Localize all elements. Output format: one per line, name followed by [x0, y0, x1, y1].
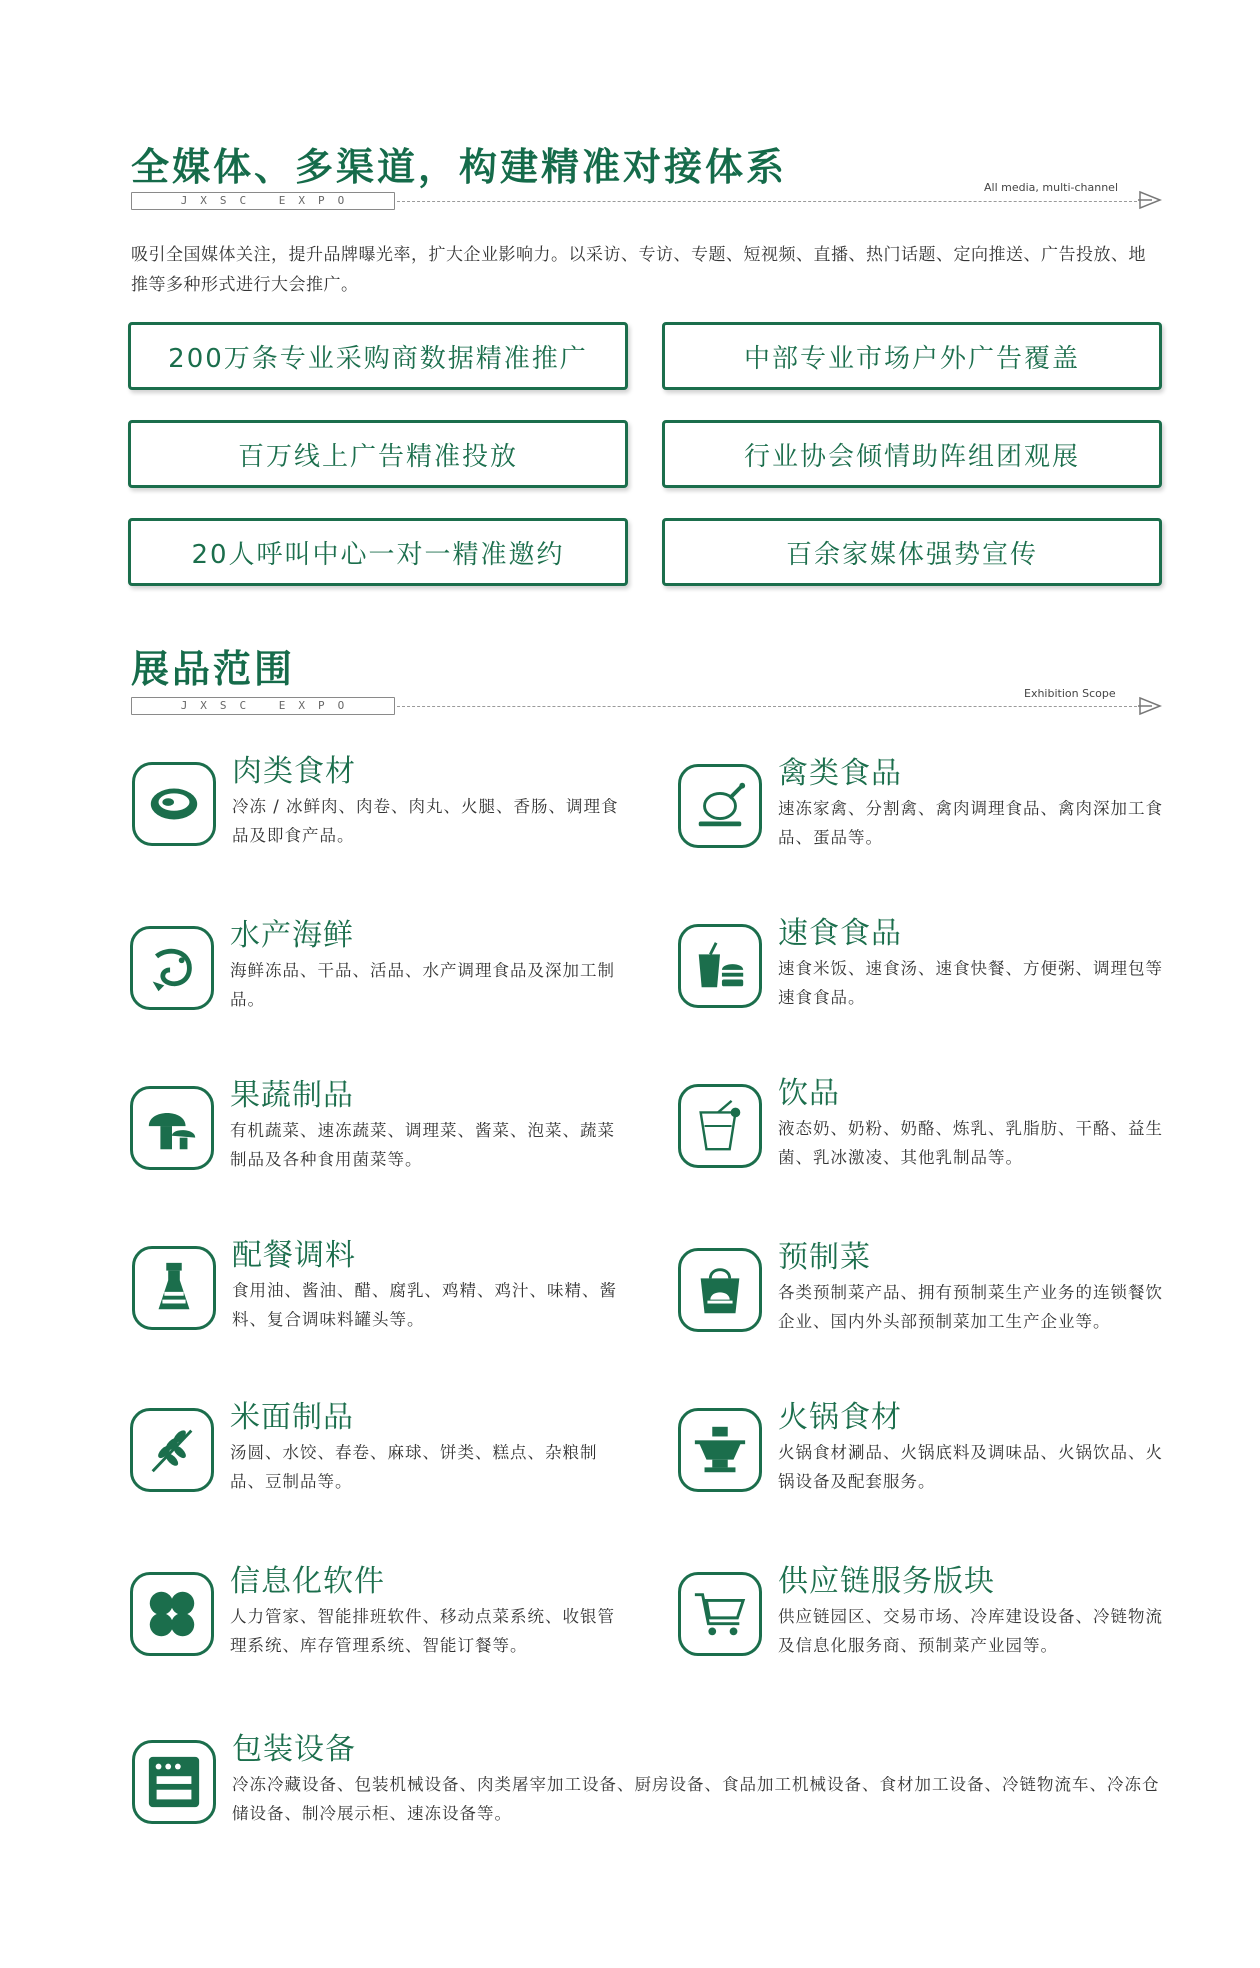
section1-title: 全媒体、多渠道，构建精准对接体系 [131, 145, 788, 189]
scope-item-desc: 各类预制菜产品、拥有预制菜生产业务的连锁餐饮企业、国内外头部预制菜加工生产企业等。 [778, 1283, 1163, 1331]
promo-box-6: 百余家媒体强势宣传 [662, 518, 1162, 586]
cart-icon [678, 1572, 762, 1656]
arrow-right-icon [1138, 696, 1162, 716]
promo-box-1: 200万条专业采购商数据精准推广 [128, 322, 628, 390]
section1-dashed-line [397, 201, 1137, 202]
scope-item-title: 包装设备 [232, 1732, 356, 1767]
drink-icon [678, 1084, 762, 1168]
scope-item-desc: 供应链园区、交易市场、冷库建设设备、冷链物流及信息化服务商、预制菜产业园等。 [778, 1607, 1163, 1655]
scope-item-title: 饮品 [778, 1076, 840, 1111]
scope-item-title: 供应链服务版块 [778, 1564, 995, 1599]
scope-item-title: 速食食品 [778, 916, 902, 951]
shrimp-icon [130, 926, 214, 1010]
prepared-dish-bag-icon [678, 1248, 762, 1332]
scope-item-title: 预制菜 [778, 1240, 871, 1275]
oven-icon [132, 1740, 216, 1824]
promo-box-2: 中部专业市场户外广告覆盖 [662, 322, 1162, 390]
scope-item-desc: 冷冻 / 冰鲜肉、肉卷、肉丸、火腿、香肠、调理食品及即食产品。 [232, 797, 619, 845]
scope-item-title: 水产海鲜 [230, 918, 354, 953]
promo-box-5: 20人呼叫中心一对一精准邀约 [128, 518, 628, 586]
scope-item-desc: 液态奶、奶粉、奶酪、炼乳、乳脂肪、干酪、益生菌、乳冰激凌、其他乳制品等。 [778, 1119, 1163, 1167]
scope-item-title: 肉类食材 [232, 754, 356, 789]
scope-item-desc: 海鲜冻品、干品、活品、水产调理食品及深加工制品。 [230, 961, 615, 1009]
scope-item-desc: 汤圆、水饺、春卷、麻球、饼类、糕点、杂粮制品、豆制品等。 [230, 1443, 598, 1491]
scope-item-desc: 速冻家禽、分割禽、禽肉调理食品、禽肉深加工食品、蛋品等。 [778, 799, 1163, 847]
scope-item-title: 火锅食材 [778, 1400, 902, 1435]
section1-intro: 吸引全国媒体关注，提升品牌曝光率，扩大企业影响力。以采访、专访、专题、短视频、直播、热门话题、定向推送、广告投放、地推等多种形式进行大会推广。 [131, 245, 1146, 295]
hotpot-icon [678, 1408, 762, 1492]
fast-food-icon [678, 924, 762, 1008]
section2-dashed-line [397, 706, 1137, 707]
promo-box-3: 百万线上广告精准投放 [128, 420, 628, 488]
scope-item-desc: 火锅食材涮品、火锅底料及调味品、火锅饮品、火锅设备及配套服务。 [778, 1443, 1163, 1491]
section1-brand-box: JXSC EXPO [131, 192, 395, 210]
scope-item-title: 禽类食品 [778, 756, 902, 791]
arrow-right-icon [1138, 190, 1162, 210]
scope-item-desc: 有机蔬菜、速冻蔬菜、调理菜、酱菜、泡菜、蔬菜制品及各种食用菌菜等。 [230, 1121, 615, 1169]
scope-item-desc: 食用油、酱油、醋、腐乳、鸡精、鸡汁、味精、酱料、复合调味料罐头等。 [232, 1281, 617, 1329]
mushroom-icon [130, 1086, 214, 1170]
section1-subtitle-en: All media, multi-channel [984, 181, 1118, 194]
scope-item-title: 配餐调料 [232, 1238, 356, 1273]
seasoning-bottle-icon [132, 1246, 216, 1330]
promo-box-4: 行业协会倾情助阵组团观展 [662, 420, 1162, 488]
clover-icon [130, 1572, 214, 1656]
scope-item-desc: 人力管家、智能排班软件、移动点菜系统、收银管理系统、库存管理系统、智能订餐等。 [230, 1607, 615, 1655]
scope-item-title: 果蔬制品 [230, 1078, 354, 1113]
wheat-icon [130, 1408, 214, 1492]
meat-icon [132, 762, 216, 846]
scope-item-title: 信息化软件 [230, 1564, 385, 1599]
scope-item-desc: 速食米饭、速食汤、速食快餐、方便粥、调理包等速食食品。 [778, 959, 1163, 1007]
scope-item-title: 米面制品 [230, 1400, 354, 1435]
section2-subtitle-en: Exhibition Scope [1024, 687, 1116, 700]
poultry-icon [678, 764, 762, 848]
scope-item-desc: 冷冻冷藏设备、包装机械设备、肉类屠宰加工设备、厨房设备、食品加工机械设备、食材加工设备、冷链物流车、冷冻仓储设备、制冷展示柜、速冻设备等。 [232, 1775, 1160, 1823]
section2-title: 展品范围 [131, 647, 296, 691]
section2-brand-box: JXSC EXPO [131, 697, 395, 715]
